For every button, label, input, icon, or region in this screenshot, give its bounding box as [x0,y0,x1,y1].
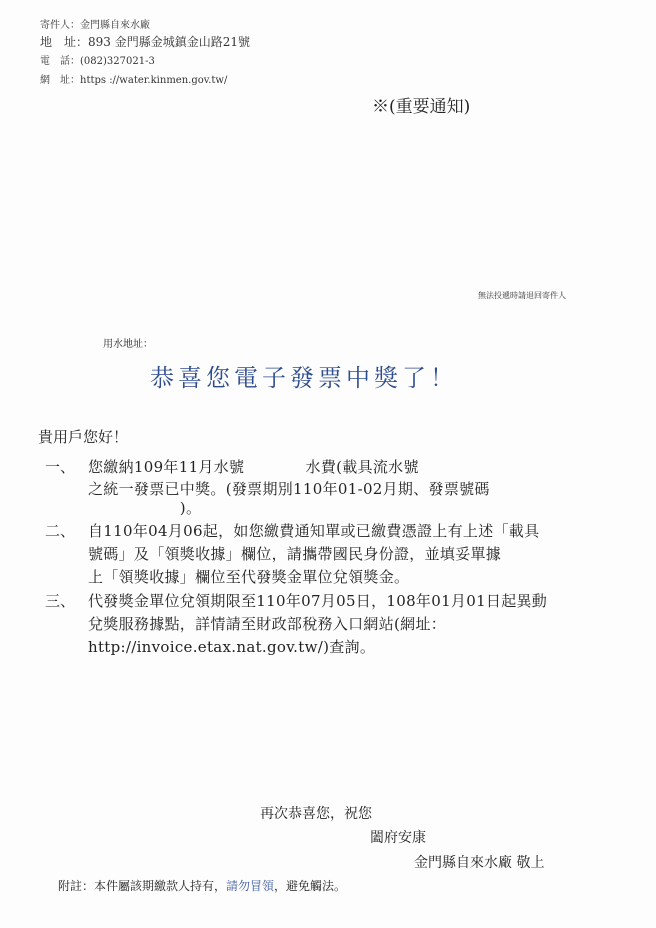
item-line: 您繳納109年11月水號 水費(載具流水號 [88,458,419,476]
important-notice: ※(重要通知) [372,97,471,117]
sender-phone: 電 話：(082)327021-3 [40,56,155,67]
closing-line: 再次恭喜您，祝您 [260,806,372,822]
sender-address: 地 址：893 金門縣金城鎮金山路21號 [40,35,250,49]
sender-website: 網 址：https ://water.kinmen.gov.tw/ [40,75,228,86]
closing-blessing: 闔府安康 [370,830,426,846]
greeting: 貴用戶您好！ [38,428,129,446]
item-number: 二、 [45,522,76,540]
item-number: 一、 [45,458,76,476]
postscript-prefix: 附註：本件屬該期繳款人持有， [58,879,227,893]
item-line: 上「領獎收據」欄位至代發獎金單位兌領獎金。 [88,568,410,586]
postscript-warning: 請勿冒領 [226,879,275,893]
item-line: )。 [88,499,202,517]
postscript-suffix: ，避免觸法。 [274,879,347,893]
signature: 金門縣自來水廠 敬上 [414,855,545,871]
water-address-label: 用水地址： [103,339,153,350]
item-line: 之統一發票已中獎。(發票期別110年01-02月期、發票號碼 [88,480,490,498]
item-line: http://invoice.etax.nat.gov.tw/)查詢。 [88,638,376,656]
postscript [58,877,346,894]
item-line: 號碼」及「領獎收據」欄位，請攜帶國民身份證，並填妥單據 [88,545,502,563]
item-line: 兌獎服務據點，詳情請至財政部稅務入口網站(網址： [88,615,447,633]
sender-name: 寄件人：金門縣自來水廠 [40,20,150,31]
return-note: 無法投遞時請退回寄件人 [478,291,566,300]
page-title: 恭喜您電子發票中獎了！ [150,364,458,392]
item-number: 三、 [45,592,76,610]
item-line: 自110年04月06起，如您繳費通知單或已繳費憑證上有上述「載具 [88,522,540,540]
item-line: 代發獎金單位兌領期限至110年07月05日，108年01月01日起異動 [88,592,548,610]
